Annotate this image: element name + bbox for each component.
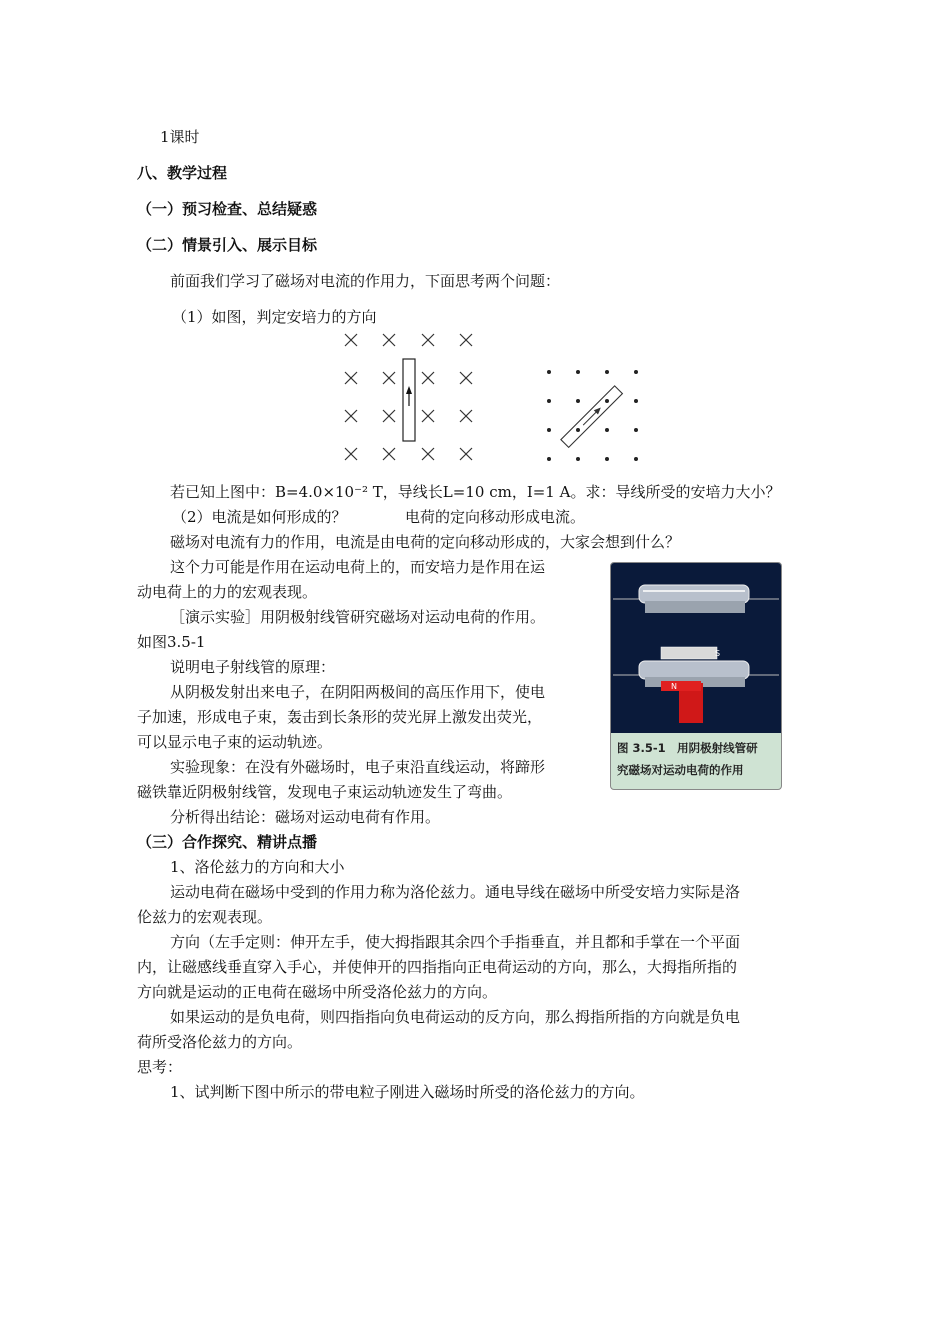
conclusion: 分析得出结论：磁场对运动电荷有作用。 bbox=[170, 808, 441, 826]
field-into-page-diagram bbox=[335, 328, 485, 468]
think-prompt: 磁场对电流有力的作用，电流是由电荷的定向移动形成的，大家会想到什么？ bbox=[170, 533, 681, 551]
direction-line1: 方向（左手定则：伸开左手，使大拇指跟其余四个手指垂直，并且都和手掌在一个平面 bbox=[170, 933, 741, 951]
tilted-wire bbox=[561, 386, 623, 448]
period-label: 1课时 bbox=[160, 128, 200, 146]
phenomenon-line2: 磁铁靠近阴极射线管，发现电子束运动轨迹发生了弯曲。 bbox=[137, 783, 513, 801]
cathode-ray-tube-image bbox=[611, 563, 781, 733]
figure-caption-line2: 究磁场对运动电荷的作用 bbox=[617, 763, 744, 777]
question-1: （1）如图，判定安培力的方向 bbox=[172, 308, 377, 326]
negative-line1: 如果运动的是负电荷，则四指指向负电荷运动的反方向，那么拇指所指的方向就是负电 bbox=[170, 1008, 741, 1026]
field-out-of-page-diagram bbox=[535, 360, 650, 470]
demo-line2: 如图3.5-1 bbox=[137, 633, 206, 651]
phenomenon-line1: 实验现象：在没有外磁场时，电子束沿直线运动，将蹄形 bbox=[170, 758, 546, 776]
definition-line2: 伦兹力的宏观表现。 bbox=[137, 908, 273, 926]
para-a-line2: 动电荷上的力的宏观表现。 bbox=[137, 583, 318, 601]
svg-text:N: N bbox=[671, 682, 677, 691]
definition-line1: 运动电荷在磁场中受到的作用力称为洛伦兹力。通电导线在磁场中所受安培力实际是洛 bbox=[170, 883, 741, 901]
svg-text:S: S bbox=[715, 649, 721, 658]
demo-line1: ［演示实验］用阴极射线管研究磁场对运动电荷的作用。 bbox=[170, 608, 546, 626]
topic-heading: 1、洛伦兹力的方向和大小 bbox=[170, 858, 345, 876]
direction-line3: 方向就是运动的正电荷在磁场中所受洛伦兹力的方向。 bbox=[137, 983, 498, 1001]
step-heading-2: （二）情景引入、展示目标 bbox=[137, 236, 318, 254]
explain-heading: 说明电子射线管的原理： bbox=[170, 658, 336, 676]
direction-line2: 内，让磁感线垂直穿入手心，并使伸开的四指指向正电荷运动的方向，那么，大拇指所指的 bbox=[137, 958, 738, 976]
exercise-1: 1、试判断下图中所示的带电粒子刚进入磁场时所受的洛伦兹力的方向。 bbox=[170, 1083, 645, 1101]
section-heading: 八、教学过程 bbox=[137, 164, 228, 182]
principle-line1: 从阴极发射出来电子，在阴阳两极间的高压作用下，使电 bbox=[170, 683, 546, 701]
principle-line2: 子加速，形成电子束，轰击到长条形的荧光屏上激发出荧光， bbox=[137, 708, 543, 726]
para-a-line1: 这个力可能是作用在运动电荷上的，而安培力是作用在运 bbox=[170, 558, 546, 576]
principle-line3: 可以显示电子束的运动轨迹。 bbox=[137, 733, 333, 751]
given-values: 若已知上图中：B=4.0×10⁻² T，导线长L=10 cm，I=1 A。求：导线所受的安培力大小？ bbox=[170, 483, 781, 501]
question-2: （2）电流是如何形成的？ bbox=[172, 508, 347, 526]
figure-caption-line1: 图 3.5-1 用阴极射线管研 bbox=[617, 741, 758, 755]
intro-text: 前面我们学习了磁场对电流的作用力，下面思考两个问题： bbox=[170, 272, 561, 290]
answer-2: 电荷的定向移动形成电流。 bbox=[405, 508, 586, 526]
step-heading-1: （一）预习检查、总结疑惑 bbox=[137, 200, 318, 218]
step-heading-3: （三）合作探究、精讲点播 bbox=[137, 833, 318, 851]
think-label: 思考： bbox=[137, 1058, 183, 1076]
negative-line2: 荷所受洛伦兹力的方向。 bbox=[137, 1033, 303, 1051]
cathode-ray-tube-figure bbox=[610, 562, 782, 790]
